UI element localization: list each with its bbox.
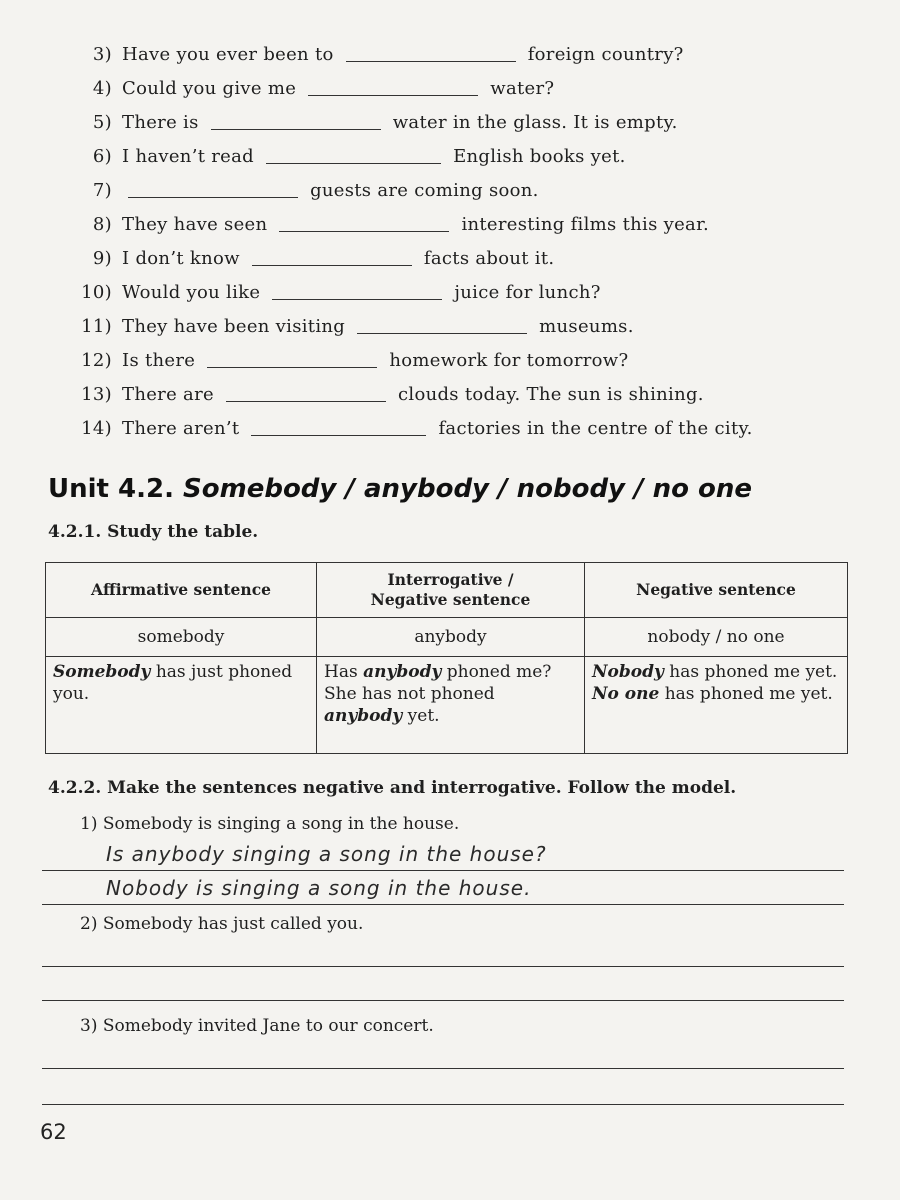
example-text: has just phoned you.: [53, 662, 293, 704]
page-number: 62: [40, 1120, 67, 1144]
exercise-number: 13): [81, 384, 112, 405]
example-text: has phoned me yet.: [664, 684, 833, 704]
exercise-text-before: They have been visiting: [122, 316, 346, 337]
exercise-number: 8): [92, 214, 112, 235]
exercise-text-before: There are: [122, 384, 214, 405]
exercise-text-after: facts about it.: [423, 248, 555, 269]
exercise-text-before: There aren’t: [122, 418, 240, 439]
answer-line[interactable]: [42, 1000, 844, 1001]
exercise-text-before: Is there: [122, 350, 196, 371]
exercise-line: [70, 208, 850, 242]
cell-somebody: somebody: [46, 618, 317, 657]
exercise-number: 12): [81, 350, 112, 371]
answer-blank[interactable]: [308, 75, 478, 96]
emphasis-word: Nobody: [592, 662, 664, 682]
cell-negative-example: [585, 657, 848, 754]
exercise-list: [70, 38, 850, 446]
task-item: 1) Somebody is singing a song in the house.: [80, 814, 460, 834]
exercise-number: 3): [92, 44, 112, 65]
table-header-row: [46, 563, 848, 618]
answer-blank[interactable]: [346, 41, 516, 62]
exercise-text-before: I haven’t read: [122, 146, 254, 167]
exercise-line: [70, 72, 850, 106]
unit-title: Somebody / anybody / nobody / no one: [183, 474, 753, 504]
header-negative: Negative sentence: [585, 563, 848, 618]
cell-interrogative-example: [317, 657, 585, 754]
exercise-text-before: Would you like: [122, 282, 261, 303]
exercise-line: [70, 310, 850, 344]
exercise-line: [70, 344, 850, 378]
emphasis-word: anybody: [324, 706, 403, 726]
example-text: yet.: [407, 706, 440, 726]
exercise-line: [70, 174, 850, 208]
model-answer: Is anybody singing a song in the house?: [106, 842, 547, 866]
example-text: has phoned me yet.: [669, 662, 838, 682]
exercise-text-after: water in the glass. It is empty.: [392, 112, 678, 133]
answer-line[interactable]: [42, 966, 844, 967]
example-text: She has not phoned: [324, 684, 495, 704]
exercise-line: [70, 106, 850, 140]
unit-heading: [48, 474, 752, 504]
exercise-text-after: guests are coming soon.: [310, 180, 539, 201]
cell-anybody: anybody: [317, 618, 585, 657]
answer-blank[interactable]: [226, 381, 386, 402]
answer-blank[interactable]: [272, 279, 442, 300]
exercise-text-after: factories in the centre of the city.: [438, 418, 753, 439]
exercise-text-after: interesting films this year.: [461, 214, 710, 235]
exercise-text-after: English books yet.: [453, 146, 626, 167]
answer-blank[interactable]: [211, 109, 381, 130]
exercise-text-after: water?: [490, 78, 555, 99]
emphasis-word: anybody: [363, 662, 442, 682]
exercise-text-after: clouds today. The sun is shining.: [398, 384, 704, 405]
exercise-line: [70, 140, 850, 174]
exercise-number: 5): [92, 112, 112, 133]
task-item: 2) Somebody has just called you.: [80, 914, 364, 934]
answer-line[interactable]: [42, 1068, 844, 1069]
exercise-number: 11): [81, 316, 112, 337]
emphasis-word: No one: [592, 684, 660, 704]
exercise-number: 6): [92, 146, 112, 167]
exercise-text-after: foreign country?: [527, 44, 684, 65]
answer-line[interactable]: [42, 870, 844, 871]
answer-blank[interactable]: [251, 415, 426, 436]
header-affirmative: Affirmative sentence: [46, 563, 317, 618]
exercise-number: 7): [92, 180, 112, 201]
table-row-examples: [46, 657, 848, 754]
exercise-text-before: I don’t know: [122, 248, 240, 269]
exercise-line: [70, 38, 850, 72]
exercise-text-before: Have you ever been to: [122, 44, 334, 65]
answer-blank[interactable]: [128, 177, 298, 198]
answer-blank[interactable]: [357, 313, 527, 334]
exercise-text-before: They have seen: [122, 214, 268, 235]
header-interrogative-negative: [317, 563, 585, 618]
answer-line[interactable]: [42, 1104, 844, 1105]
table-row-words: [46, 618, 848, 657]
answer-blank[interactable]: [266, 143, 441, 164]
header-negative-text: Negative sentence: [370, 590, 531, 609]
task-item: 3) Somebody invited Jane to our concert.: [80, 1016, 434, 1036]
answer-blank[interactable]: [207, 347, 377, 368]
cell-affirmative-example: [46, 657, 317, 754]
exercise-line: [70, 276, 850, 310]
exercise-line: [70, 412, 850, 446]
example-text: Has: [324, 662, 358, 682]
answer-blank[interactable]: [279, 211, 449, 232]
answer-blank[interactable]: [252, 245, 412, 266]
exercise-line: [70, 378, 850, 412]
model-answer: Nobody is singing a song in the house.: [106, 876, 532, 900]
exercise-text-before: There is: [122, 112, 199, 133]
exercise-number: 4): [92, 78, 112, 99]
exercise-line: [70, 242, 850, 276]
exercise-number: 10): [81, 282, 112, 303]
grammar-table: [45, 562, 848, 754]
header-interrogative-text: Interrogative /: [387, 570, 514, 589]
emphasis-word: Somebody: [53, 662, 151, 682]
exercise-text-before: Could you give me: [122, 78, 297, 99]
example-text: phoned me?: [446, 662, 552, 682]
section-title-negative-interrogative: 4.2.2. Make the sentences negative and interrogative. Follow the model.: [48, 778, 737, 798]
exercise-number: 9): [92, 248, 112, 269]
unit-label: Unit 4.2.: [48, 474, 174, 504]
cell-nobody: nobody / no one: [585, 618, 848, 657]
exercise-text-after: juice for lunch?: [454, 282, 601, 303]
exercise-text-after: museums.: [539, 316, 634, 337]
section-title-study-table: 4.2.1. Study the table.: [48, 522, 259, 542]
exercise-text-after: homework for tomorrow?: [389, 350, 629, 371]
answer-line[interactable]: [42, 904, 844, 905]
exercise-number: 14): [81, 418, 112, 439]
